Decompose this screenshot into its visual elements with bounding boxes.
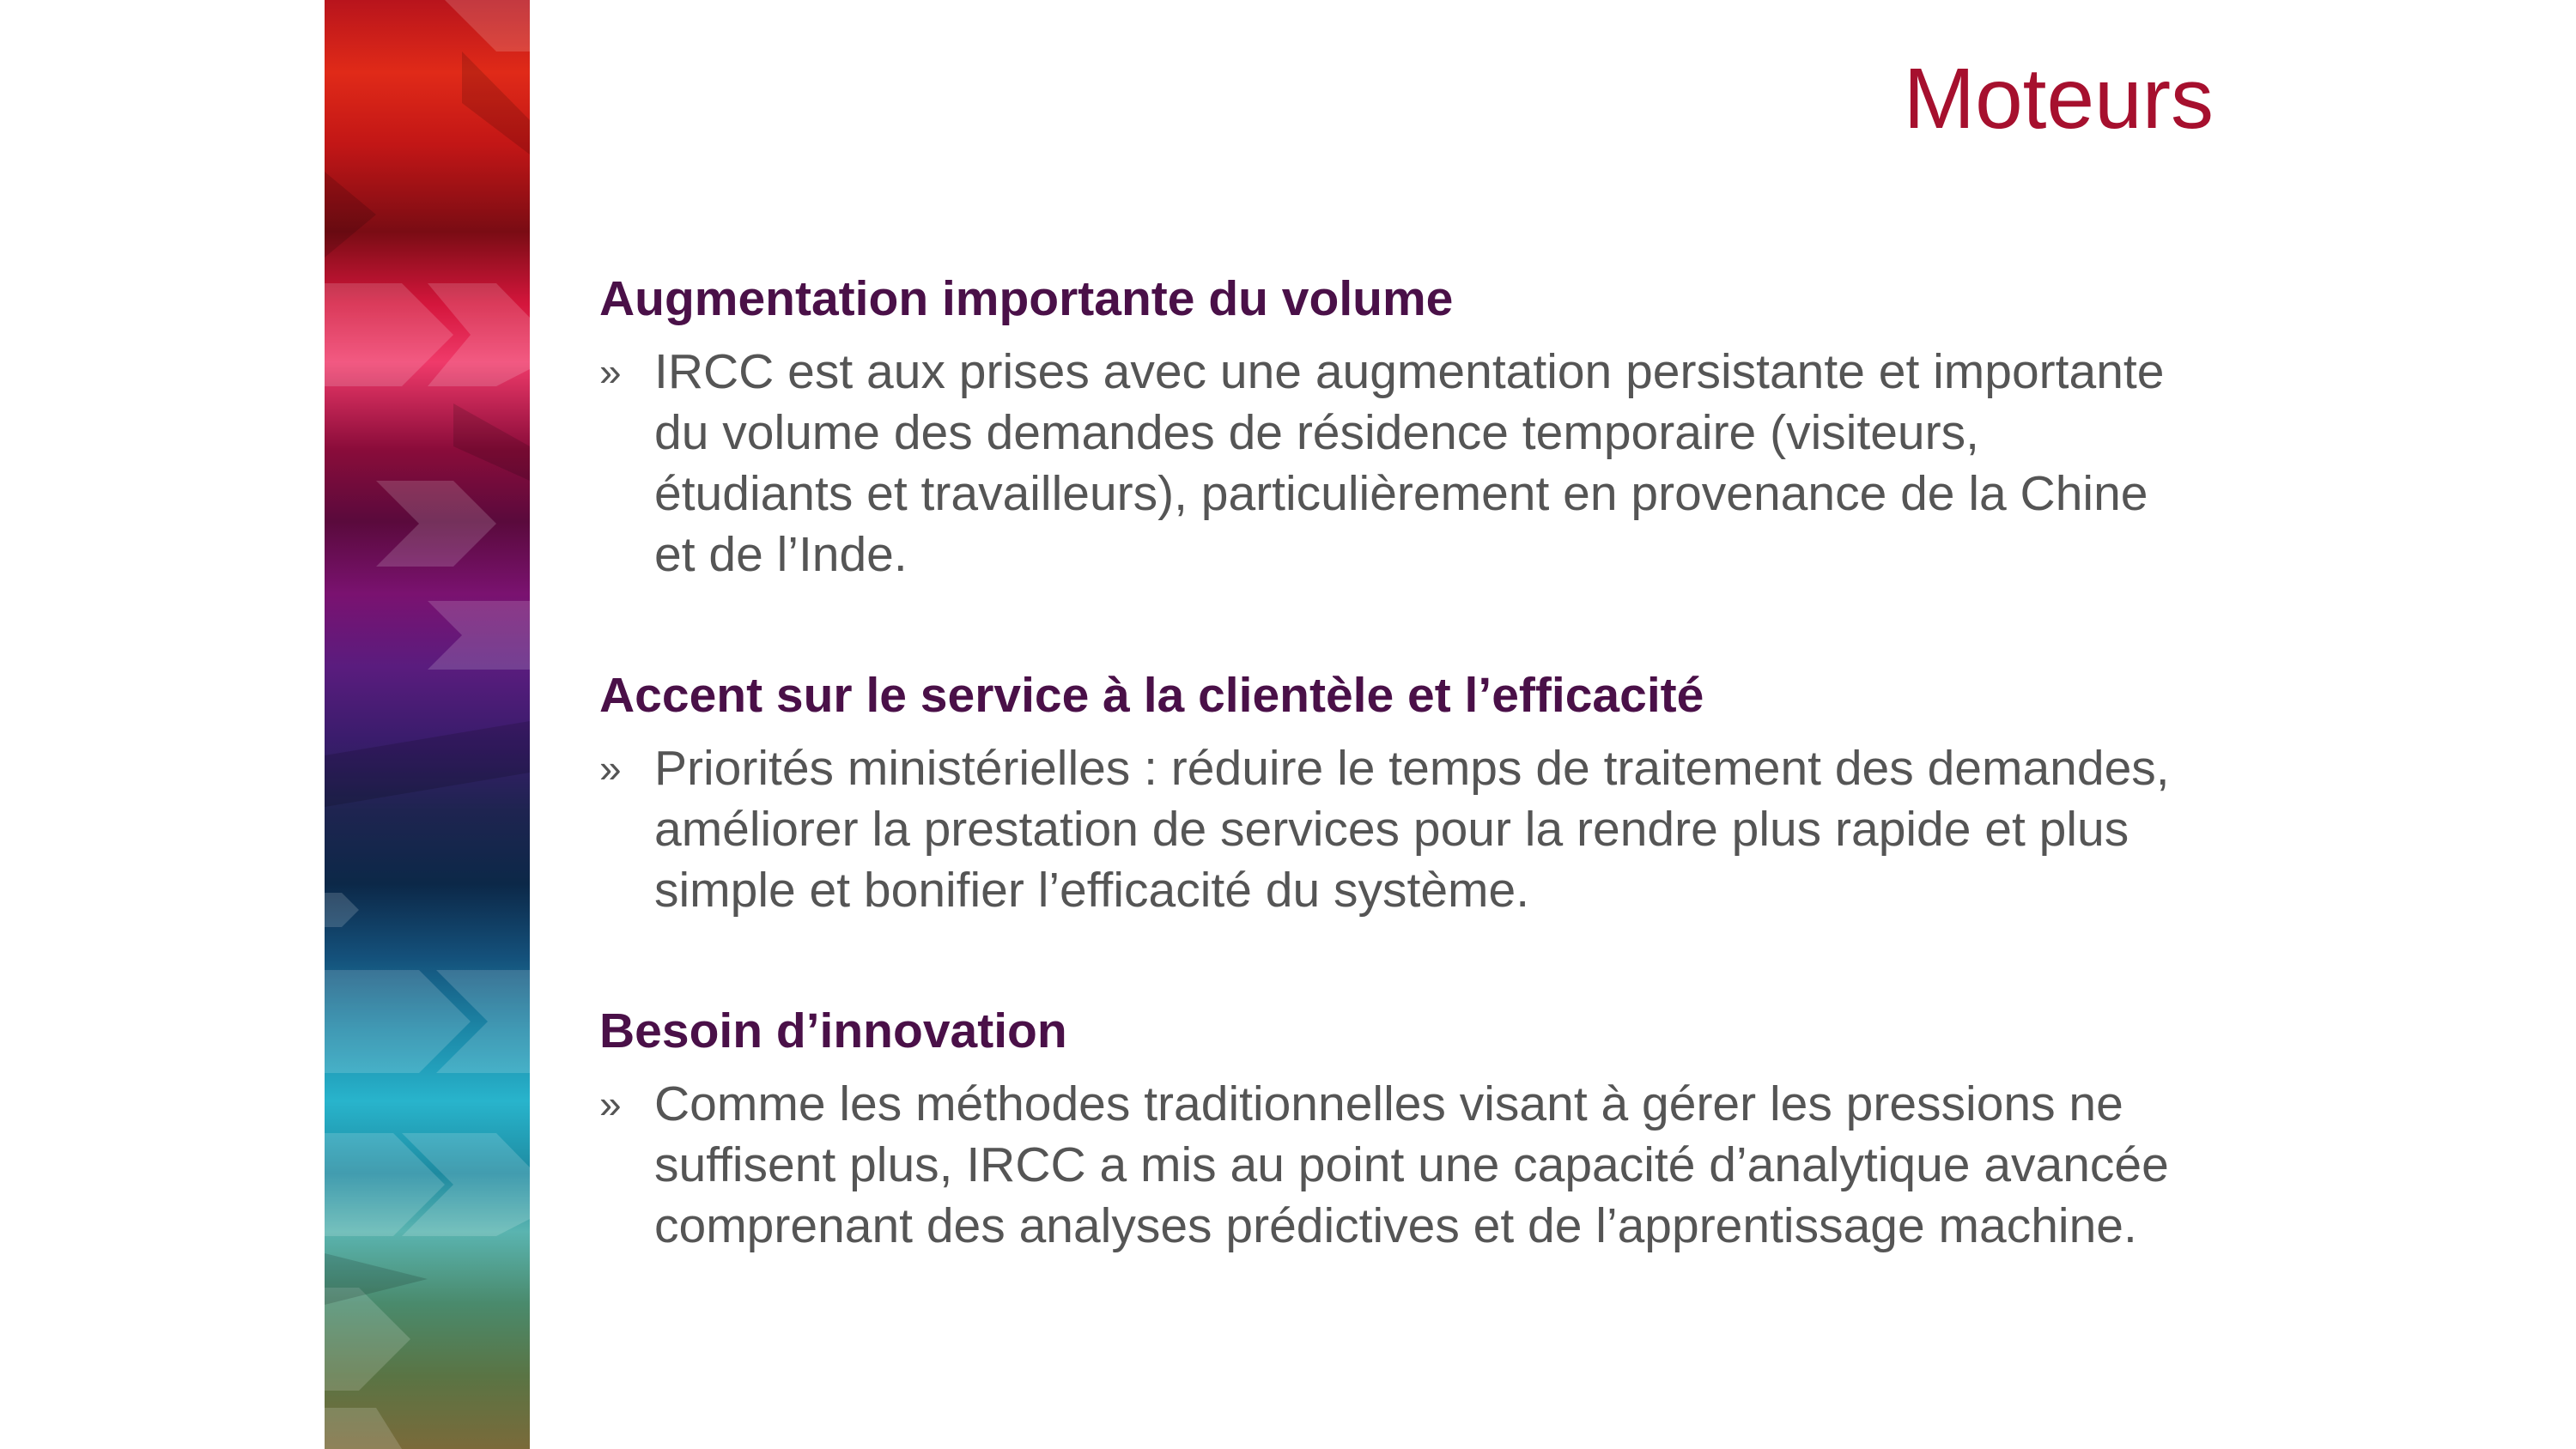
bullet-text <box>654 738 2231 921</box>
bullet-item <box>599 738 2231 921</box>
bullet-line: suffisent plus, IRCC a mis au point une capacité d’analytique avancée <box>654 1137 2169 1192</box>
bullet-marker-icon: » <box>599 1082 622 1126</box>
section-service <box>599 664 2231 921</box>
bullet-marker-icon: » <box>599 746 622 791</box>
bullet-line: Comme les méthodes traditionnelles visant à gérer les pressions ne <box>654 1076 2123 1131</box>
bullet-line: et de l’Inde. <box>654 527 908 582</box>
section-heading: Besoin d’innovation <box>599 1003 1067 1058</box>
bullet-item <box>599 342 2231 585</box>
section-volume <box>599 268 2231 585</box>
bullet-line: simple et bonifier l’efficacité du système. <box>654 863 1530 918</box>
section-heading: Accent sur le service à la clientèle et l’efficacité <box>599 668 1704 723</box>
bullet-item <box>599 1074 2231 1257</box>
decorative-color-band <box>325 0 530 1449</box>
bullet-line: Priorités ministérielles : réduire le temps de traitement des demandes, <box>654 741 2170 796</box>
slide-title: Moteurs <box>1903 51 2214 147</box>
bullet-text <box>654 342 2231 585</box>
section-innovation <box>599 1000 2231 1257</box>
bullet-line: comprenant des analyses prédictives et de l’apprentissage machine. <box>654 1198 2137 1253</box>
bullet-line: IRCC est aux prises avec une augmentation persistante et importante <box>654 344 2165 399</box>
bullet-marker-icon: » <box>599 349 622 394</box>
bullet-line: étudiants et travailleurs), particulièrement en provenance de la Chine <box>654 466 2148 521</box>
section-heading: Augmentation importante du volume <box>599 271 1454 326</box>
slide-content <box>599 268 2231 1336</box>
bullet-line: améliorer la prestation de services pour la rendre plus rapide et plus <box>654 802 2129 857</box>
bullet-text <box>654 1074 2231 1257</box>
bullet-line: du volume des demandes de résidence temporaire (visiteurs, <box>654 405 1979 460</box>
chevron-pattern-icon <box>325 0 530 1449</box>
